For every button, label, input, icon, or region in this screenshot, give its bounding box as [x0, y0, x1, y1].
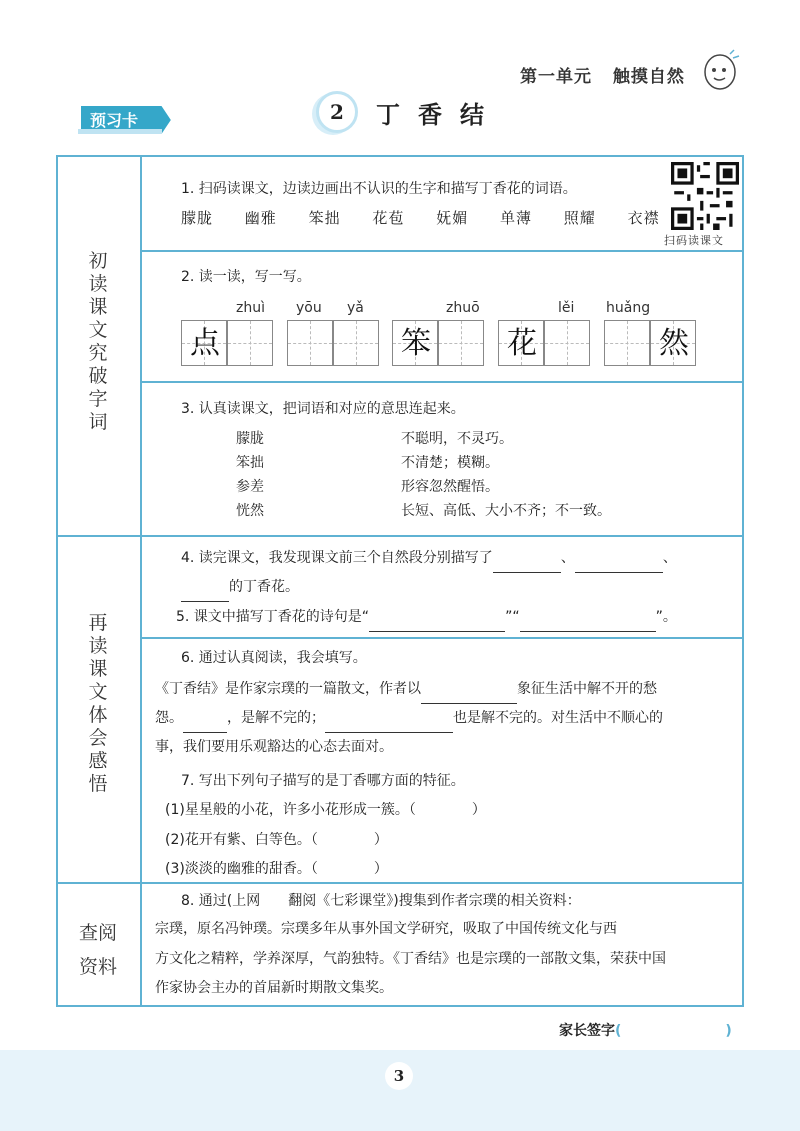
- preview-card-badge: [78, 103, 174, 137]
- section-label-text: 再读课文 体会感悟: [88, 612, 108, 795]
- unit-topic: 触摸自然: [612, 67, 685, 87]
- section-label-second-read: [56, 612, 140, 796]
- writing-box[interactable]: [333, 320, 379, 366]
- unit-header: [520, 62, 699, 87]
- match-word[interactable]: 参差: [236, 479, 264, 495]
- qr-code-icon[interactable]: [671, 162, 739, 230]
- given-character: 笨: [401, 326, 431, 361]
- close-paren: ): [725, 1023, 732, 1039]
- question-1-word-list: [181, 207, 739, 228]
- answer-blank[interactable]: [325, 715, 453, 733]
- writing-box: [498, 320, 544, 366]
- reference-line: 作家协会主办的首届新时期散文集奖。: [155, 980, 393, 996]
- question-6-line: 事，我们要用乐观豁达的心态去面对。: [155, 739, 393, 755]
- question-4-text: 4. 读完课文，我发现课文前三个自然段分别描写了: [181, 550, 493, 566]
- writing-box[interactable]: [227, 320, 273, 366]
- match-meaning[interactable]: 长短、高低、大小不齐；不一致。: [401, 503, 611, 519]
- item-text: (1)星星般的小花，许多小花形成一簇。（: [165, 802, 416, 818]
- word-item: 花苞: [372, 209, 405, 227]
- section-label-reference: [56, 916, 140, 984]
- lesson-number: 2: [316, 91, 358, 133]
- egg-mascot-icon: [700, 48, 742, 92]
- word-item: 衣襟: [627, 209, 660, 227]
- question-6-line: [155, 674, 657, 704]
- pinyin: lěi: [558, 300, 575, 316]
- question-2-prompt: 2. 读一读，写一写。: [181, 269, 311, 285]
- word-item: 笨拙: [308, 209, 341, 227]
- question-6-prompt: 6. 通过认真阅读，我会填写。: [181, 650, 367, 666]
- question-5: [176, 602, 677, 632]
- given-character: 花: [507, 326, 537, 361]
- answer-blank[interactable]: [183, 715, 227, 733]
- close-paren: ）: [373, 861, 388, 877]
- section-label-text: 初读课文 究破字词: [88, 250, 108, 433]
- item-text: (2)花开有紫、白等色。（: [165, 832, 318, 848]
- question-7-item: [165, 799, 486, 819]
- writing-box[interactable]: [438, 320, 484, 366]
- pinyin: zhuō: [446, 300, 480, 316]
- signature-label: 家长签字: [559, 1023, 615, 1039]
- reference-line: 方文化之精粹，学养深厚，气韵独特。《丁香结》也是宗璞的一部散文集，荣获中国: [155, 951, 666, 967]
- close-paren: ）: [471, 802, 486, 818]
- given-character: 然: [659, 326, 689, 361]
- quote-sep: ”“: [505, 609, 520, 625]
- writing-box: [650, 320, 696, 366]
- question-4-cont: [181, 572, 299, 602]
- pinyin: huǎng: [606, 300, 651, 316]
- answer-blank[interactable]: [421, 686, 517, 704]
- given-character: 点: [190, 326, 220, 361]
- question-7-prompt: 7. 写出下列句子描写的是丁香哪方面的特征。: [181, 773, 465, 789]
- word-item: 妩媚: [436, 209, 469, 227]
- answer-blank[interactable]: [493, 555, 561, 573]
- answer-blank[interactable]: [575, 555, 663, 573]
- divider: [56, 882, 744, 884]
- word-item: 照耀: [563, 209, 596, 227]
- question-1-prompt: 1. 扫码读课文，边读边画出不认识的生字和描写丁香花的词语。: [181, 181, 577, 197]
- pinyin: yōu: [296, 300, 322, 316]
- lesson-title: [316, 92, 502, 132]
- page-number: 3: [385, 1062, 413, 1090]
- divider: [140, 637, 744, 639]
- text: 怨。: [155, 710, 183, 726]
- writing-box[interactable]: [544, 320, 590, 366]
- question-4: [181, 543, 677, 573]
- text: 象征生活中解不开的愁: [517, 681, 657, 697]
- question-6-line: [155, 703, 663, 733]
- match-meaning[interactable]: 形容忽然醒悟。: [401, 479, 499, 495]
- question-4-tail: 的丁香花。: [229, 579, 299, 595]
- writing-box[interactable]: [604, 320, 650, 366]
- word-item: 单薄: [499, 209, 532, 227]
- writing-box: [392, 320, 438, 366]
- question-5-text: 5. 课文中描写丁香花的诗句是“: [176, 609, 370, 625]
- open-paren: (: [615, 1023, 622, 1039]
- match-meaning[interactable]: 不清楚；模糊。: [401, 455, 499, 471]
- section-label-text: 查阅资料: [78, 922, 117, 978]
- writing-box: [181, 320, 227, 366]
- unit-label: 第一单元: [520, 67, 592, 87]
- match-word[interactable]: 朦胧: [236, 431, 264, 447]
- badge-label: 预习卡: [90, 111, 139, 130]
- pinyin: zhuì: [236, 300, 265, 316]
- question-3-prompt: 3. 认真读课文，把词语和对应的意思连起来。: [181, 401, 465, 417]
- word-item: 幽雅: [244, 209, 277, 227]
- text: ，是解不完的；: [227, 710, 325, 726]
- text: 《丁香结》是作家宗璞的一篇散文，作者以: [155, 681, 421, 697]
- word-item: 朦胧: [181, 209, 214, 227]
- section-label-first-read: [56, 250, 140, 434]
- close-paren: ）: [373, 832, 388, 848]
- match-word[interactable]: 恍然: [236, 503, 264, 519]
- answer-blank[interactable]: [181, 584, 229, 602]
- match-word[interactable]: 笨拙: [236, 455, 264, 471]
- answer-blank[interactable]: [520, 614, 656, 632]
- text: 也是解不完的。对生活中不顺心的: [453, 710, 663, 726]
- quote-end: ”。: [655, 609, 677, 625]
- question-8-prompt: 8. 通过(上网 翻阅《七彩课堂》)搜集到作者宗璞的相关资料：: [181, 893, 581, 909]
- divider: [140, 381, 744, 383]
- divider: [56, 535, 744, 537]
- separator: 、: [560, 550, 575, 566]
- parent-signature: [559, 1020, 732, 1040]
- item-text: (3)淡淡的幽雅的甜香。（: [165, 861, 318, 877]
- qr-label: 扫码读课文: [664, 234, 724, 247]
- worksheet-frame: [56, 155, 744, 1007]
- question-7-item: [165, 858, 388, 878]
- question-7-item: [165, 829, 388, 849]
- pinyin: yǎ: [347, 300, 364, 316]
- lesson-name: 丁香结: [376, 99, 502, 129]
- answer-blank[interactable]: [369, 614, 505, 632]
- match-meaning[interactable]: 不聪明，不灵巧。: [401, 431, 513, 447]
- reference-line: 宗璞，原名冯钟璞。宗璞多年从事外国文学研究，吸取了中国传统文化与西: [155, 921, 617, 937]
- separator: 、: [662, 550, 677, 566]
- divider: [140, 250, 744, 252]
- writing-box[interactable]: [287, 320, 333, 366]
